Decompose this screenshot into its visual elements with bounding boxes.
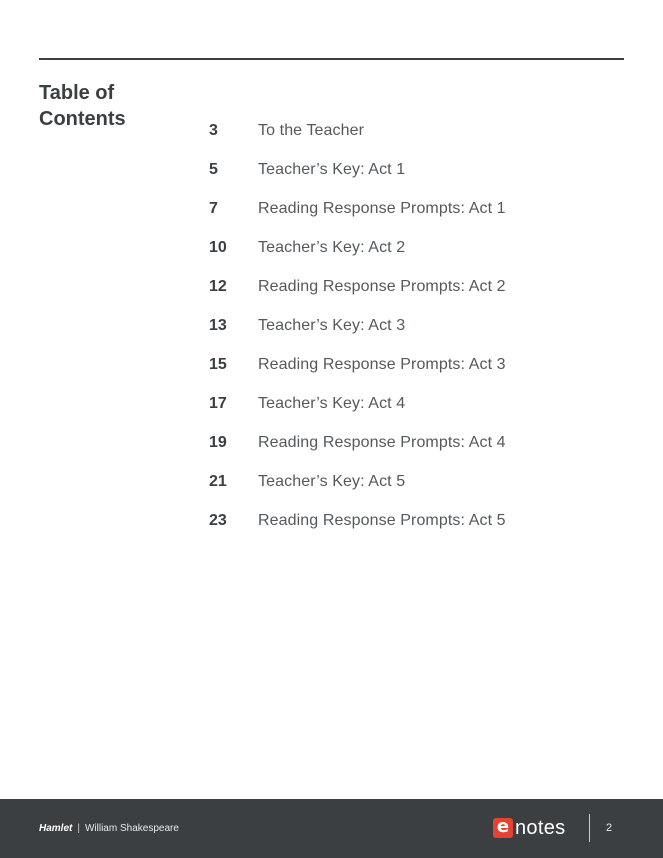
- toc-page-number: 21: [209, 473, 227, 490]
- page-footer: [0, 799, 663, 858]
- toc-page-number: 15: [209, 356, 227, 373]
- page-number: 2: [606, 822, 613, 834]
- toc-entry[interactable]: [209, 239, 629, 278]
- toc-page-number: 3: [209, 122, 218, 139]
- toc-entry-title: Teacher’s Key: Act 5: [258, 473, 406, 490]
- page-title-line-1: Table of: [39, 82, 115, 104]
- page-title-line-2: Contents: [39, 108, 126, 130]
- toc-page-number: 17: [209, 395, 227, 412]
- toc-entry-title: Reading Response Prompts: Act 2: [258, 278, 506, 295]
- toc-page-number: 5: [209, 161, 218, 178]
- toc-page-number: 7: [209, 200, 218, 217]
- toc-entry-title: Reading Response Prompts: Act 4: [258, 434, 506, 451]
- toc-entry[interactable]: [209, 161, 629, 200]
- toc-entry[interactable]: [209, 122, 629, 161]
- toc-page-number: 13: [209, 317, 227, 334]
- toc-entry-title: Teacher’s Key: Act 4: [258, 395, 406, 412]
- toc-entry[interactable]: [209, 200, 629, 239]
- footer-book-info: [39, 823, 179, 834]
- footer-author: William Shakespeare: [84, 823, 179, 834]
- toc-page-number: 10: [209, 239, 227, 256]
- logo-wordmark: notes: [515, 817, 566, 839]
- footer-separator: |: [77, 823, 80, 834]
- toc-entry-title: Teacher’s Key: Act 1: [258, 161, 406, 178]
- toc-entry[interactable]: [209, 278, 629, 317]
- toc-entry-title: Teacher’s Key: Act 3: [258, 317, 406, 334]
- toc-entry[interactable]: [209, 395, 629, 434]
- toc-entry[interactable]: [209, 317, 629, 356]
- toc-entry-title: Reading Response Prompts: Act 1: [258, 200, 506, 217]
- toc-entry[interactable]: [209, 434, 629, 473]
- table-of-contents: [209, 122, 629, 551]
- toc-entry[interactable]: [209, 512, 629, 551]
- toc-entry-title: Teacher’s Key: Act 2: [258, 239, 406, 256]
- toc-entry-title: Reading Response Prompts: Act 5: [258, 512, 506, 529]
- page-title: [39, 80, 189, 132]
- footer-divider: [589, 814, 590, 842]
- logo-e-icon: e: [493, 818, 513, 838]
- toc-entry-title: To the Teacher: [258, 122, 365, 139]
- toc-page-number: 19: [209, 434, 227, 451]
- toc-entry[interactable]: [209, 356, 629, 395]
- footer-book-title: Hamlet: [39, 823, 73, 834]
- enotes-logo[interactable]: [493, 817, 565, 839]
- toc-page-number: 12: [209, 278, 227, 295]
- top-rule: [39, 58, 624, 60]
- toc-entry[interactable]: [209, 473, 629, 512]
- toc-page-number: 23: [209, 512, 227, 529]
- toc-entry-title: Reading Response Prompts: Act 3: [258, 356, 506, 373]
